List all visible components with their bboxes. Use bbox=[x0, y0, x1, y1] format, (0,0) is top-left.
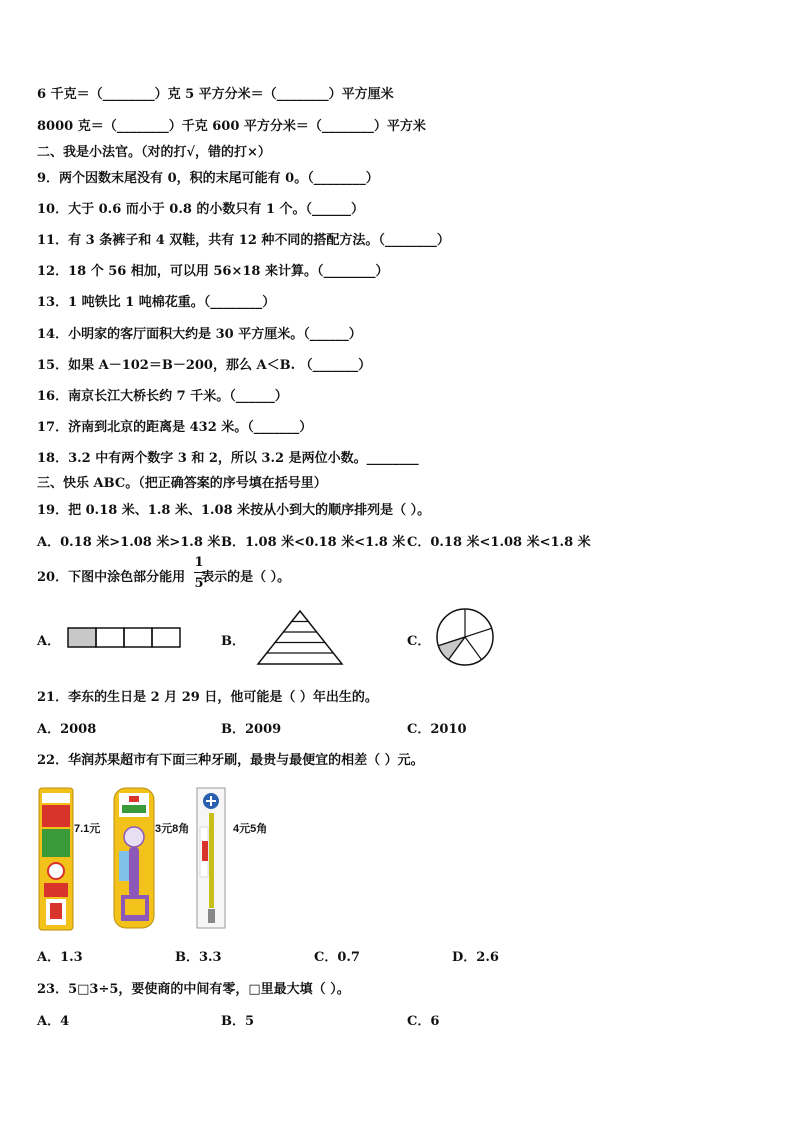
q20-option-a: A． bbox=[37, 634, 61, 649]
q20-option-b: B． bbox=[221, 634, 245, 649]
question-11: 11．有 3 条裤子和 4 双鞋，共有 12 种不同的搭配方法。（________） bbox=[37, 233, 450, 248]
q20-figure-a-strip bbox=[67, 627, 183, 649]
q20-stem-after: 表示的是（ ）。 bbox=[201, 570, 291, 585]
q21-option-a: A．2008 bbox=[37, 722, 97, 737]
section-2-heading: 二、我是小法官。（对的打√，错的打×） bbox=[37, 145, 271, 160]
section-3-heading: 三、快乐 ABC。（把正确答案的序号填在括号里） bbox=[37, 476, 327, 491]
q20-figure-b-triangle bbox=[256, 609, 344, 667]
question-12: 12．18 个 56 相加，可以用 56×18 来计算。（________） bbox=[37, 264, 389, 279]
question-20-stem bbox=[37, 566, 290, 585]
q20-stem-before: 20．下图中涂色部分能用 bbox=[37, 570, 186, 585]
conversion-row-2: 8000 克＝（________）千克 600 平方分米＝（________）平方米 bbox=[37, 119, 426, 134]
q23-option-b: B．5 bbox=[221, 1014, 255, 1029]
q20-fraction-numerator: 1 bbox=[194, 555, 204, 570]
toothbrush-1-price: 7.1元 bbox=[74, 823, 101, 835]
toothbrush-2-image bbox=[113, 787, 155, 929]
q21-option-b: B．2009 bbox=[221, 722, 282, 737]
question-15: 15．如果 A－102＝B－200，那么 A＜B. （_______） bbox=[37, 358, 372, 373]
question-19: 19．把 0.18 米、1.8 米、1.08 米按从小到大的顺序排列是（ ）。 bbox=[37, 503, 431, 518]
q20-fraction-denominator: 5 bbox=[194, 576, 204, 591]
q23-option-a: A．4 bbox=[37, 1014, 70, 1029]
q20-figure-c-circle bbox=[435, 607, 495, 667]
q22-option-d: D．2.6 bbox=[452, 950, 499, 965]
q20-fraction-bar bbox=[194, 572, 205, 573]
conversion-row-1: 6 千克＝（________）克 5 平方分米＝（________）平方厘米 bbox=[37, 87, 394, 102]
question-18: 18．3.2 中有两个数字 3 和 2，所以 3.2 是两位小数。________ bbox=[37, 451, 419, 466]
question-23: 23．5□3÷5，要使商的中间有零，□里最大填（ ）。 bbox=[37, 982, 350, 997]
q22-option-b: B．3.3 bbox=[175, 950, 222, 965]
question-13: 13．1 吨铁比 1 吨棉花重。（________） bbox=[37, 295, 276, 310]
toothbrush-3-price: 4元5角 bbox=[233, 823, 268, 835]
q21-option-c: C．2010 bbox=[407, 722, 467, 737]
question-14: 14．小明家的客厅面积大约是 30 平方厘米。（______） bbox=[37, 327, 362, 342]
toothbrush-3-image bbox=[196, 787, 226, 929]
toothbrush-1-image bbox=[38, 787, 74, 931]
question-10: 10．大于 0.6 而小于 0.8 的小数只有 1 个。（______） bbox=[37, 202, 365, 217]
q19-option-a: A．0.18 米>1.08 米>1.8 米 bbox=[37, 535, 221, 550]
toothbrush-2-price: 3元8角 bbox=[155, 823, 190, 835]
question-22: 22．华润苏果超市有下面三种牙刷，最贵与最便宜的相差（ ）元。 bbox=[37, 753, 424, 768]
question-9: 9．两个因数末尾没有 0，积的末尾可能有 0。（________） bbox=[37, 171, 379, 186]
q20-option-c: C． bbox=[407, 634, 431, 649]
q23-option-c: C．6 bbox=[407, 1014, 440, 1029]
question-16: 16．南京长江大桥长约 7 千米。（______） bbox=[37, 389, 288, 404]
question-21: 21．李东的生日是 2 月 29 日，他可能是（ ）年出生的。 bbox=[37, 690, 378, 705]
q22-option-c: C．0.7 bbox=[314, 950, 360, 965]
question-17: 17．济南到北京的距离是 432 米。（_______） bbox=[37, 420, 313, 435]
q19-option-b: B．1.08 米<0.18 米<1.8 米 bbox=[221, 535, 406, 550]
q22-option-a: A．1.3 bbox=[37, 950, 83, 965]
q19-option-c: C．0.18 米<1.08 米<1.8 米 bbox=[407, 535, 591, 550]
